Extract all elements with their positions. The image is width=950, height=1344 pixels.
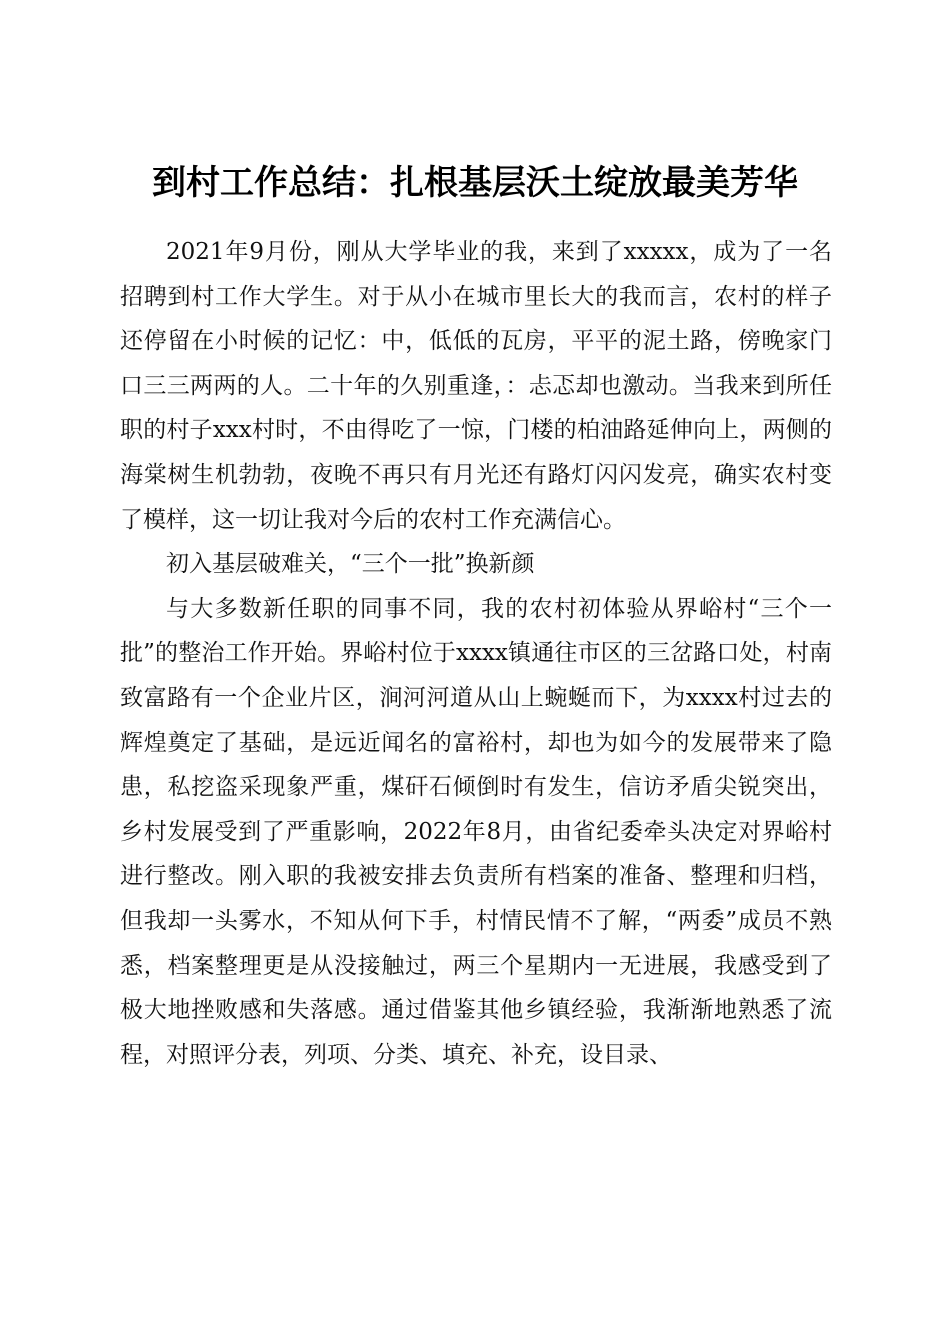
paragraph-rectification: 与大多数新任职的同事不同，我的农村初体验从界峪村“三个一批”的整治工作开始。界峪村位于xxxx镇通往市区的三岔路口处，村南致富路有一个企业片区，涧河河道从山上蜿蜒而下，为xxxx村过去的辉煌奠定了基础，是远近闻名的富裕村，却也为如今的发展带来了隐患，私挖盗采现象严重，煤矸石倾倒时有发生，信访矛盾尖锐突出，乡村发展受到了严重影响，2022年8月，由省纪委牵头决定对界峪村进行整改。刚入职的我被安排去负责所有档案的准备、整理和归档，但我却一头雾水，不知从何下手，村情民情不了解，“两委”成员不熟悉，档案整理更是从没接触过，两三个星期内一无进展，我感受到了极大地挫败感和失落感。通过借鉴其他乡镇经验，我渐渐地熟悉了流程，对照评分表，列项、分类、填充、补充，设目录、 bbox=[120, 595, 832, 1068]
section-heading: 初入基层破难关，“三个一批”换新颜 bbox=[166, 551, 535, 578]
document-title: 到村工作总结：扎根基层沃土绽放最美芳华 bbox=[152, 162, 798, 203]
paragraph-intro: 2021年9月份，刚从大学毕业的我，来到了xxxxx，成为了一名招聘到村工作大学生。对于从小在城市里长大的我而言，农村的样子还停留在小时候的记忆：中，低低的瓦房，平平的泥土路，傍晚家门口三三两两的人。二十年的久别重逢，：忐忑却也激动。当我来到所任职的村子xxx村时，不由得吃了一惊，门楼的柏油路延伸向上，两侧的海棠树生机勃勃，夜晚不再只有月光还有路灯闪闪发亮，确实农村变了模样，这一切让我对今后的农村工作充满信心。 bbox=[120, 239, 832, 533]
document-body bbox=[120, 230, 832, 1077]
